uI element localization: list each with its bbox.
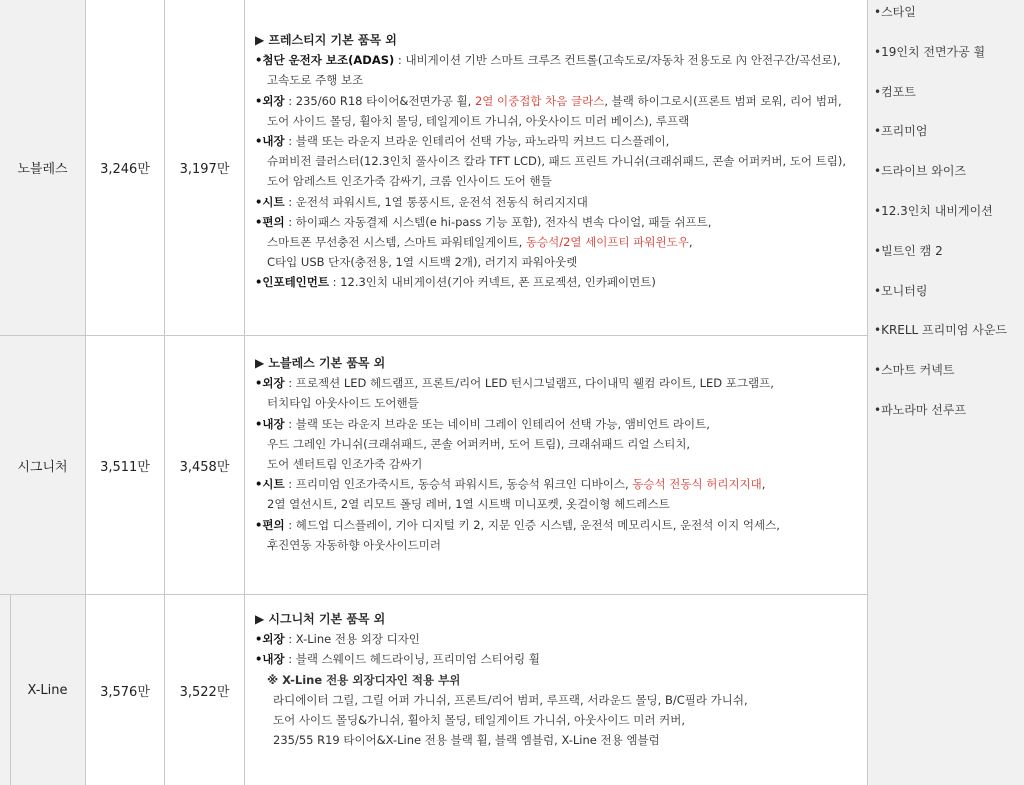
- price-cell: 3,458만: [179, 459, 230, 475]
- feature-text: 235/55 R19 타이어&X-Line 전용 블랙 휠, 블랙 엠블럼, X-Line 전용 엠블럼: [273, 733, 660, 748]
- feature-line: [255, 151, 860, 171]
- feature-line: [255, 494, 860, 514]
- feature-label: •시트: [255, 194, 285, 209]
- option-item: •컴포트: [874, 84, 916, 99]
- feature-label: •내장: [255, 652, 285, 667]
- feature-text: , 블랙 하이그로시(프론트 범퍼 로워, 리어 범퍼,: [604, 93, 842, 108]
- feature-line: [255, 535, 860, 555]
- feature-text: 라디에이터 그릴, 그릴 어퍼 가니쉬, 프론트/리어 범퍼, 루프랙, 서라운드 몰딩, B/C필라 가니쉬,: [273, 692, 748, 707]
- feature-line: [255, 192, 860, 212]
- highlight-text: 동승석/2열 세이프티 파워윈도우: [525, 235, 689, 250]
- feature-line: [255, 111, 860, 131]
- feature-text: ▶ 노블레스 기본 품목 외: [255, 356, 386, 370]
- feature-text: : 블랙 또는 라운지 브라운 인테리어 선택 가능, 파노라믹 커브드 디스플레이,: [284, 134, 670, 149]
- feature-text: : 12.3인치 내비게이션(기아 커넥트, 폰 프로젝션, 인카페이먼트): [329, 275, 656, 290]
- trim-details: [255, 353, 860, 555]
- feature-text: : 블랙 또는 라운지 브라운 또는 네이비 그레이 인테리어 선택 가능, 앰비언트 라이트,: [284, 416, 710, 431]
- divider: [244, 0, 245, 785]
- trim-details: [255, 30, 860, 293]
- feature-label: •외장: [255, 93, 285, 108]
- feature-text: ▶ 시그니처 기본 품목 외: [255, 612, 386, 626]
- option-item: •19인치 전면가공 휠: [874, 44, 986, 59]
- trim-name: 시그니처: [17, 459, 68, 475]
- feature-text: 터치타입 아웃사이드 도어핸들: [267, 396, 419, 411]
- feature-line: [255, 414, 860, 434]
- feature-text: 도어 암레스트 인조가죽 감싸기, 크롬 인사이드 도어 핸들: [267, 174, 552, 189]
- feature-line: [255, 710, 860, 730]
- feature-label: •외장: [255, 376, 285, 391]
- feature-line: [255, 690, 860, 710]
- feature-text: : 프리미엄 인조가죽시트, 동승석 파워시트, 동승석 워크인 디바이스,: [284, 477, 633, 492]
- feature-line: [255, 70, 860, 90]
- price-cell: 3,246만: [100, 162, 150, 177]
- feature-label: •내장: [255, 416, 285, 431]
- feature-text: ,: [761, 477, 766, 492]
- feature-line: [255, 454, 860, 474]
- feature-line: [255, 171, 860, 191]
- feature-line: [255, 50, 860, 70]
- option-item: •빌트인 캠 2: [874, 243, 943, 258]
- option-item: •KRELL 프리미엄 사운드: [874, 323, 1008, 338]
- feature-text: : 운전석 파워시트, 1열 통풍시트, 운전석 전동식 허리지지대: [284, 194, 588, 209]
- feature-text: : 내비게이션 기반 스마트 크루즈 컨트롤(고속도로/자동차 전용도로 內 안전구간/곡선로),: [394, 53, 841, 68]
- feature-label: •인포테인먼트: [255, 275, 330, 290]
- feature-text: 도어 센터트림 인조가죽 감싸기: [267, 457, 423, 472]
- feature-line: [255, 474, 860, 494]
- feature-line: [255, 649, 860, 669]
- feature-text: 우드 그레인 가니쉬(크래쉬패드, 콘솔 어퍼커버, 도어 트림), 크래쉬패드 리얼 스티치,: [267, 436, 691, 451]
- feature-line: [255, 730, 860, 750]
- option-item: •프리미엄: [874, 124, 928, 139]
- feature-label: •내장: [255, 134, 285, 149]
- price-cell: 3,522만: [179, 684, 230, 700]
- feature-text: 고속도로 주행 보조: [267, 73, 364, 88]
- price-cell: 3,511만: [100, 459, 150, 475]
- price-cell: 3,197만: [179, 162, 230, 177]
- feature-line: [255, 670, 860, 690]
- trim-name: 노블레스: [17, 162, 68, 177]
- feature-line: [255, 393, 860, 413]
- feature-text: 도어 사이드 몰딩&가니쉬, 휠아치 몰딩, 테일게이트 가니쉬, 아웃사이드 미러 커버,: [273, 713, 685, 728]
- feature-label: •외장: [255, 632, 285, 647]
- feature-text: 슈퍼비전 클러스터(12.3인치 풀사이즈 칼라 TFT LCD), 패드 프린트 가니쉬(크래쉬패드, 콘솔 어퍼커버, 도어 트림),: [267, 154, 847, 169]
- trim-details: [255, 609, 860, 750]
- feature-text: ,: [688, 235, 693, 250]
- section-heading: [255, 30, 860, 50]
- feature-line: [255, 232, 860, 252]
- feature-text: : X-Line 전용 외장 디자인: [284, 632, 420, 647]
- feature-text: C타입 USB 단자(충전용, 1열 시트백 2개), 러기지 파워아웃렛: [267, 255, 578, 270]
- option-item: •스타일: [874, 5, 916, 19]
- feature-line: [255, 373, 860, 393]
- feature-label: •시트: [255, 477, 285, 492]
- feature-line: [255, 91, 860, 111]
- feature-line: [255, 272, 860, 292]
- options-column: [867, 0, 1024, 785]
- option-item: •스마트 커넥트: [874, 363, 955, 378]
- option-item: •12.3인치 내비게이션: [874, 204, 993, 218]
- feature-text: 도어 사이드 몰딩, 휠아치 몰딩, 테일게이트 가니쉬, 아웃사이드 미러 베이스), 루프랙: [267, 113, 690, 128]
- trim-name: X-Line: [27, 682, 68, 698]
- feature-text: ※ X-Line 전용 외장디자인 적용 부위: [267, 672, 461, 687]
- feature-text: : 헤드업 디스플레이, 기아 디지털 키 2, 지문 인증 시스템, 운전석 메모리시트, 운전석 이지 억세스,: [284, 517, 780, 532]
- highlight-text: 2열 이중접합 차음 글라스: [474, 93, 605, 108]
- feature-text: : 하이패스 자동결제 시스템(e hi-pass 기능 포함), 전자식 변속 다이얼, 패들 쉬프트,: [284, 214, 712, 229]
- option-item: •파노라마 선루프: [874, 403, 967, 417]
- feature-text: ▶ 프레스티지 기본 품목 외: [255, 33, 397, 47]
- feature-text: : 프로젝션 LED 헤드램프, 프론트/리어 LED 턴시그널램프, 다이내믹 웰컴 라이트, LED 포그램프,: [284, 376, 774, 391]
- feature-label: •첨단 운전자 보조(ADAS): [255, 53, 395, 68]
- feature-text: : 블랙 스웨이드 헤드라이닝, 프리미엄 스티어링 휠: [284, 652, 540, 667]
- feature-text: 2열 열선시트, 2열 리모트 폴딩 레버, 1열 시트백 미니포켓, 옷걸이형 헤드레스트: [267, 497, 670, 512]
- feature-line: [255, 629, 860, 649]
- feature-line: [255, 212, 860, 232]
- feature-line: [255, 515, 860, 535]
- feature-label: •편의: [255, 517, 285, 532]
- option-item: •드라이브 와이즈: [874, 164, 967, 179]
- feature-line: [255, 252, 860, 272]
- price-cell: 3,576만: [100, 684, 150, 700]
- feature-text: 스마트폰 무선충전 시스템, 스마트 파워테일게이트,: [267, 235, 526, 250]
- highlight-text: 동승석 전동식 허리지지대: [632, 477, 762, 492]
- option-item: •모니터링: [874, 283, 928, 298]
- section-heading: [255, 609, 860, 629]
- feature-text: 후진연동 자동하향 아웃사이드미러: [267, 537, 441, 552]
- feature-line: [255, 131, 860, 151]
- feature-label: •편의: [255, 214, 285, 229]
- section-heading: [255, 353, 860, 373]
- feature-line: [255, 434, 860, 454]
- feature-text: : 235/60 R18 타이어&전면가공 휠,: [284, 93, 475, 108]
